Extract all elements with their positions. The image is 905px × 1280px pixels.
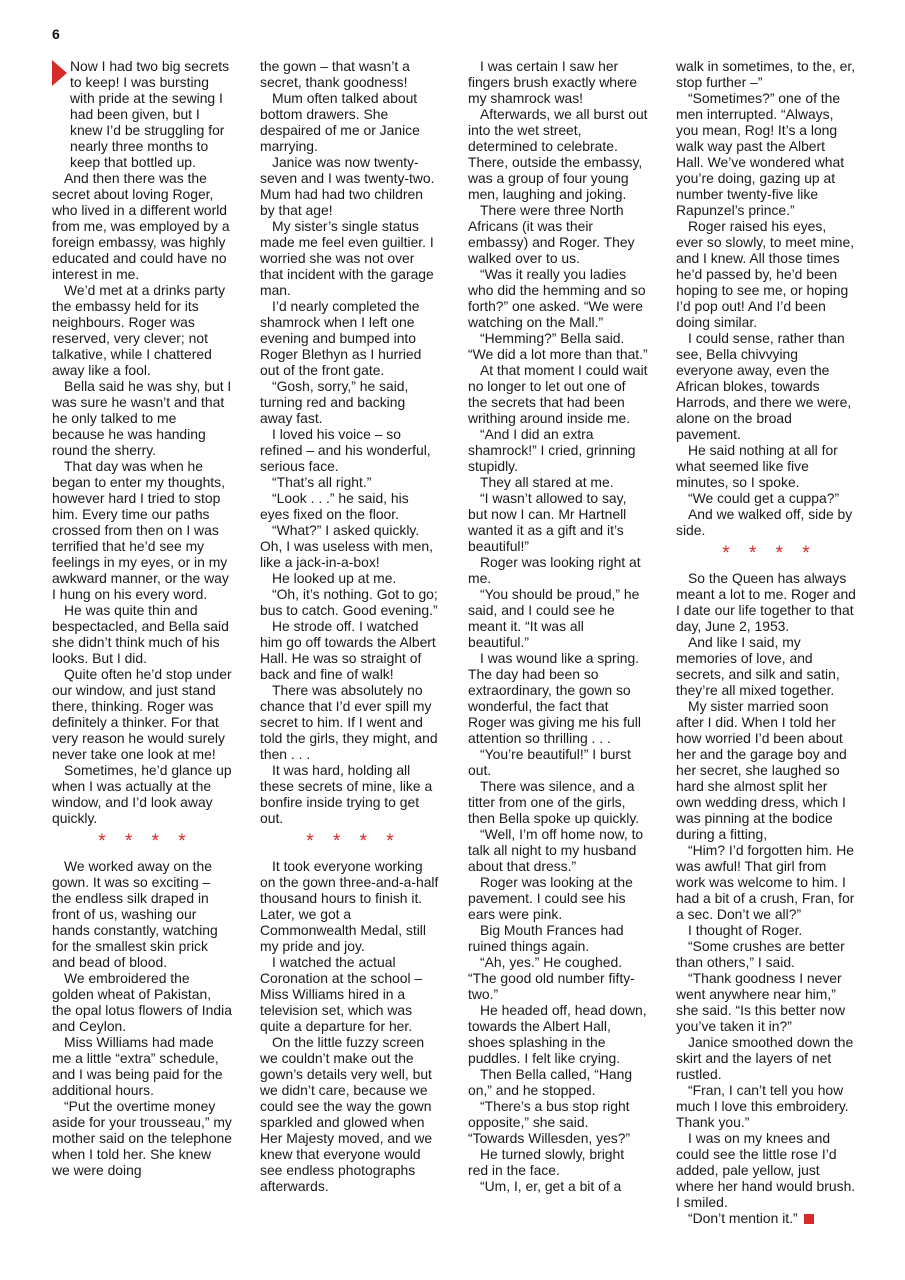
paragraph: I was on my knees and could see the little rose I’d added, pale yellow, just where her hand would brush. I smiled. bbox=[676, 1130, 856, 1210]
paragraph: There were three North Africans (it was their embassy) and Roger. They walked over to us. bbox=[468, 202, 635, 266]
paragraph: Miss Williams had made me a little “extra” schedule, and I was being paid for the additional hours. bbox=[52, 1034, 223, 1098]
paragraph: Afterwards, we all burst out into the wet street, determined to celebrate. There, outside the embassy, was a group of four young men, laughing and joking. bbox=[468, 106, 648, 202]
paragraph: Mum often talked about bottom drawers. She despaired of me or Janice marrying. bbox=[260, 90, 420, 154]
paragraph: There was silence, and a titter from one of the girls, then Bella spoke up quickly. bbox=[468, 778, 640, 826]
paragraph: There was absolutely no chance that I’d ever spill my secret to him. If I went and told the girls, they might, and then . . . bbox=[260, 682, 438, 762]
paragraph: He looked up at me. bbox=[272, 570, 397, 586]
paragraph: “Some crushes are better than others,” I said. bbox=[676, 938, 845, 970]
paragraph: Quite often he’d stop under our window, and just stand there, thinking. Roger was definitely a thinker. For that very reason he would surely never take one look at me! bbox=[52, 666, 232, 762]
story-end-square-icon bbox=[804, 1214, 814, 1224]
paragraph: And then there was the secret about loving Roger, who lived in a different world from me, was employed by a foreign embassy, was highly educated and could have no interest in me. bbox=[52, 170, 230, 282]
paragraph: “Thank goodness I never went anywhere near him,” she said. “Is this better now you’ve taken it in?” bbox=[676, 970, 846, 1034]
opening-paragraph bbox=[52, 58, 232, 170]
paragraph: “And I did an extra shamrock!” I cried, grinning stupidly. bbox=[468, 426, 636, 474]
paragraph: He was quite thin and bespectacled, and Bella said she didn’t think much of his looks. But I did. bbox=[52, 602, 229, 666]
closing-paragraph-text: “Don’t mention it.” bbox=[688, 1210, 798, 1226]
paragraph: They all stared at me. bbox=[480, 474, 614, 490]
paragraph: He headed off, head down, towards the Albert Hall, shoes splashing in the puddles. I felt like crying. bbox=[468, 1002, 647, 1066]
paragraph: Bella said he was shy, but I was sure he wasn’t and that he only talked to me because he was handing round the sherry. bbox=[52, 378, 232, 458]
opening-paragraph-text: Now I had two big secrets to keep! I was bursting with pride at the sewing I had been given, but I knew I’d be struggling for nearly three months to keep that bottled up. bbox=[70, 58, 230, 170]
page-number: 6 bbox=[52, 26, 60, 42]
section-separator: * * * * bbox=[306, 831, 394, 852]
section-separator: * * * * bbox=[98, 831, 186, 852]
paragraph: At that moment I could wait no longer to let out one of the secrets that had been writhing around inside me. bbox=[468, 362, 648, 426]
paragraph: “Look . . .” he said, his eyes fixed on the floor. bbox=[260, 490, 409, 522]
paragraph: So the Queen has always meant a lot to me. Roger and I date our life together to that day, June 2, 1953. bbox=[676, 570, 856, 634]
paragraph: And we walked off, side by side. bbox=[676, 506, 853, 538]
paragraph: Janice was now twenty-seven and I was twenty-two. Mum had had two children by that age! bbox=[260, 154, 435, 218]
paragraph: “We could get a cuppa?” bbox=[688, 490, 840, 506]
paragraph: “Was it really you ladies who did the hemming and so forth?” one asked. “We were watching on the Mall.” bbox=[468, 266, 646, 330]
paragraph: I was wound like a spring. The day had been so extraordinary, the gown so wonderful, the fact that Roger was giving me his full attention so thrilling . . . bbox=[468, 650, 641, 746]
paragraph: I thought of Roger. bbox=[688, 922, 803, 938]
paragraph: Big Mouth Frances had ruined things again. bbox=[468, 922, 624, 954]
section-separator: * * * * bbox=[722, 543, 810, 564]
paragraph: He said nothing at all for what seemed like five minutes, so I spoke. bbox=[676, 442, 838, 490]
paragraph: He strode off. I watched him go off towards the Albert Hall. He was so straight of back and fine of walk! bbox=[260, 618, 436, 682]
story-start-marker-icon bbox=[52, 60, 67, 86]
paragraph: “Hemming?” Bella said. “We did a lot more than that.” bbox=[468, 330, 648, 362]
paragraph: That day was when he began to enter my thoughts, however hard I tried to stop him. Every time our paths crossed from then on I was terrified that he’d see my feelings in my eyes, or in my awkward manner, or the way I hung on his every word. bbox=[52, 458, 229, 602]
paragraph: “You’re beautiful!” I burst out. bbox=[468, 746, 631, 778]
paragraph: I’d nearly completed the shamrock when I left one evening and bumped into Roger Blethyn as I hurried out of the front gate. bbox=[260, 298, 422, 378]
paragraph: “Fran, I can’t tell you how much I love this embroidery. Thank you.” bbox=[676, 1082, 849, 1130]
paragraph: Sometimes, he’d glance up when I was actually at the window, and I’d look away quickly. bbox=[52, 762, 232, 826]
paragraph: “Um, I, er, get a bit of a bbox=[480, 1178, 622, 1194]
column-3 bbox=[468, 58, 648, 1238]
paragraph: Roger raised his eyes, ever so slowly, to meet mine, and I knew. All those times he’d passed by, he’d been hoping to see me, or hoping I’d pop out! And I’d been doing similar. bbox=[676, 218, 855, 330]
paragraph: “There’s a bus stop right opposite,” she said. “Towards Willesden, yes?” bbox=[468, 1098, 631, 1146]
paragraph: the gown – that wasn’t a secret, thank goodness! bbox=[260, 58, 410, 90]
paragraph: He turned slowly, bright red in the face. bbox=[468, 1146, 625, 1178]
paragraph: “That’s all right.” bbox=[272, 474, 372, 490]
paragraph: My sister’s single status made me feel even guiltier. I worried she was not over that incident with the garage man. bbox=[260, 218, 434, 298]
paragraph: On the little fuzzy screen we couldn’t make out the gown’s details very well, but we didn’t care, because we could see the way the gown sparkled and glowed when Her Majesty moved, and we knew that everyone would see endless photographs afterwards. bbox=[260, 1034, 433, 1194]
paragraph: It was hard, holding all these secrets of mine, like a bonfire inside trying to get out. bbox=[260, 762, 433, 826]
paragraph: “Oh, it’s nothing. Got to go; bus to catch. Good evening.” bbox=[260, 586, 438, 618]
paragraph: Roger was looking at the pavement. I could see his ears were pink. bbox=[468, 874, 633, 922]
paragraph: And like I said, my memories of love, and secrets, and silk and satin, they’re all mixed together. bbox=[676, 634, 840, 698]
paragraph: Janice smoothed down the skirt and the layers of net rustled. bbox=[676, 1034, 854, 1082]
paragraph: Roger was looking right at me. bbox=[468, 554, 641, 586]
paragraph: walk in sometimes, to the, er, stop further –” bbox=[676, 58, 856, 90]
article-columns bbox=[52, 58, 854, 1238]
paragraph: I loved his voice – so refined – and his wonderful, serious face. bbox=[260, 426, 431, 474]
paragraph: Then Bella called, “Hang on,” and he stopped. bbox=[468, 1066, 633, 1098]
paragraph: We’d met at a drinks party the embassy held for its neighbours. Roger was reserved, very clever; not talkative, while I chattered away like a fool. bbox=[52, 282, 226, 378]
paragraph: “Ah, yes.” He coughed. “The good old number fifty-two.” bbox=[468, 954, 635, 1002]
column-4 bbox=[676, 58, 856, 1238]
paragraph: I was certain I saw her fingers brush exactly where my shamrock was! bbox=[468, 58, 638, 106]
paragraph: “What?” I asked quickly. Oh, I was useless with men, like a jack-in-a-box! bbox=[260, 522, 433, 570]
paragraph: “Him? I’d forgotten him. He was awful! That girl from work was welcome to him. I had a bit of a crush, Fran, for a sec. Don’t we all?” bbox=[676, 842, 855, 922]
paragraph: “Well, I’m off home now, to talk all night to my husband about that dress.” bbox=[468, 826, 644, 874]
paragraph: “Gosh, sorry,” he said, turning red and backing away fast. bbox=[260, 378, 409, 426]
column-2 bbox=[260, 58, 440, 1238]
paragraph: “Sometimes?” one of the men interrupted. “Always, you mean, Rog! It’s a long walk way past the Albert Hall. We’ve wondered what you’re doing, gazing up at number twenty-five like Rapunzel’s prince.” bbox=[676, 90, 845, 218]
paragraph: We embroidered the golden wheat of Pakistan, the opal lotus flowers of India and Ceylon. bbox=[52, 970, 232, 1034]
paragraph: “I wasn’t allowed to say, but now I can. Mr Hartnell wanted it as a gift and it’s beautiful!” bbox=[468, 490, 627, 554]
paragraph: I watched the actual Coronation at the school – Miss Williams hired in a television set, which was quite a departure for her. bbox=[260, 954, 423, 1034]
column-1 bbox=[52, 58, 232, 1238]
closing-paragraph bbox=[676, 1210, 856, 1226]
paragraph: “Put the overtime money aside for your trousseau,” my mother said on the telephone when I told her. She knew we were doing bbox=[52, 1098, 232, 1178]
paragraph: It took everyone working on the gown three-and-a-half thousand hours to finish it. Later, we got a Commonwealth Medal, still my pride and joy. bbox=[260, 858, 439, 954]
paragraph: I could sense, rather than see, Bella chivvying everyone away, even the African blokes, towards Harrods, and there we were, alone on the broad pavement. bbox=[676, 330, 852, 442]
paragraph: We worked away on the gown. It was so exciting – the endless silk draped in front of us, washing our hands constantly, watching for the smallest skin prick and bead of blood. bbox=[52, 858, 218, 970]
paragraph: My sister married soon after I did. When I told her how worried I’d been about her and the garage boy and her secret, she laughed so hard she almost split her own wedding dress, which I was pinning at the bodice during a fitting, bbox=[676, 698, 847, 842]
paragraph: “You should be proud,” he said, and I could see he meant it. “It was all beautiful.” bbox=[468, 586, 640, 650]
